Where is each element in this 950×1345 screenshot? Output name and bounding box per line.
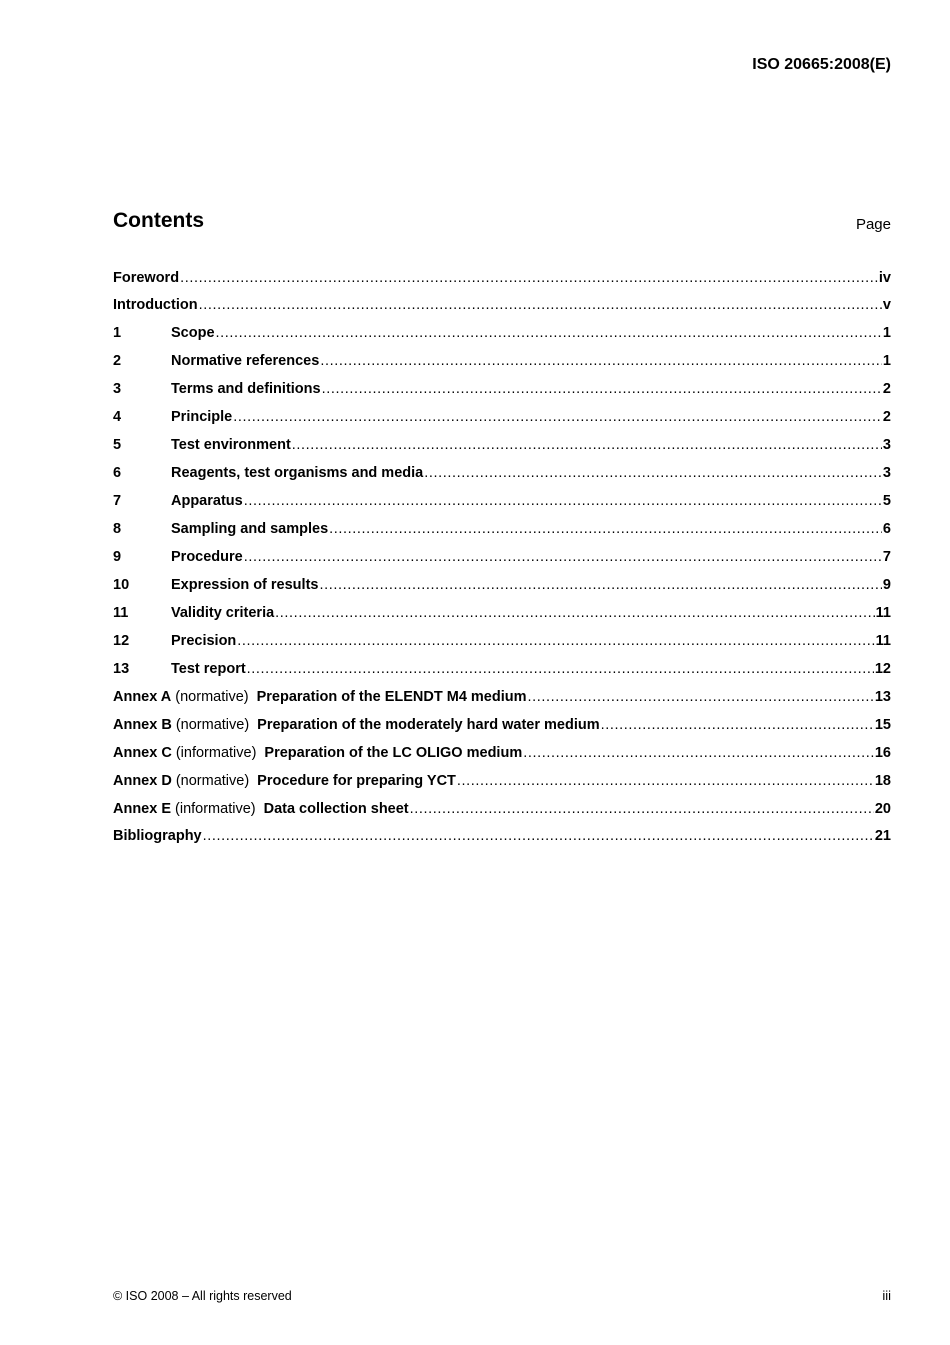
toc-leader-dots bbox=[424, 459, 882, 487]
footer-copyright: © ISO 2008 – All rights reserved bbox=[113, 1289, 292, 1303]
toc-entry-title: Bibliography bbox=[113, 828, 202, 844]
toc-entry-page: 16 bbox=[874, 745, 891, 761]
toc-leader-dots bbox=[528, 683, 874, 711]
toc-entry-page: v bbox=[882, 297, 891, 313]
toc-leader-dots bbox=[601, 711, 874, 739]
toc-entry-clause-10[interactable] bbox=[113, 571, 891, 599]
toc-entry-clause-2[interactable] bbox=[113, 347, 891, 375]
toc-entry-page: 21 bbox=[874, 828, 891, 844]
toc-entry-page: 3 bbox=[882, 437, 891, 453]
annex-label: Annex B bbox=[113, 717, 172, 733]
toc-entry-number: 2 bbox=[113, 353, 122, 369]
toc-entry-clause-12[interactable] bbox=[113, 627, 891, 655]
toc-entry-title: Introduction bbox=[113, 297, 198, 313]
toc-entry-clause-11[interactable] bbox=[113, 599, 891, 627]
toc-leader-dots bbox=[203, 823, 874, 850]
toc-leader-dots bbox=[244, 487, 882, 515]
toc-entry-title: Principle bbox=[171, 409, 233, 425]
annex-label: Annex C bbox=[113, 745, 172, 761]
toc-entry-clause-4[interactable] bbox=[113, 403, 891, 431]
toc-entry-title: Precision bbox=[171, 633, 237, 649]
toc-entry-annex-c[interactable] bbox=[113, 739, 891, 767]
toc-entry-page: 2 bbox=[882, 409, 891, 425]
toc-entry-title: Reagents, test organisms and media bbox=[171, 465, 424, 481]
toc-entry-title: Sampling and samples bbox=[171, 521, 329, 537]
annex-type: (informative) bbox=[175, 745, 257, 761]
toc-entry-title: Procedure for preparing YCT bbox=[257, 773, 456, 789]
toc-leader-dots bbox=[457, 767, 874, 795]
toc-leader-dots bbox=[199, 292, 882, 319]
toc-entry-page: 6 bbox=[882, 521, 891, 537]
toc-entry-number: 13 bbox=[113, 661, 130, 677]
toc-entry-number: 9 bbox=[113, 549, 122, 565]
toc-entry-clause-13[interactable] bbox=[113, 655, 891, 683]
toc-entry-number: 5 bbox=[113, 437, 122, 453]
toc-entry-number: 8 bbox=[113, 521, 122, 537]
toc-entry-number: 3 bbox=[113, 381, 122, 397]
annex-type: (normative) bbox=[175, 773, 250, 789]
toc-entry-title: Foreword bbox=[113, 270, 180, 286]
toc-entry-number: 6 bbox=[113, 465, 122, 481]
toc-leader-dots bbox=[247, 655, 874, 683]
toc-entry-page: 12 bbox=[874, 661, 891, 677]
footer-page-number: iii bbox=[882, 1288, 891, 1303]
toc-entry-page: 7 bbox=[882, 549, 891, 565]
toc-entry-title: Preparation of the LC OLIGO medium bbox=[264, 745, 523, 761]
toc-leader-dots bbox=[233, 403, 882, 431]
toc-entry-page: iv bbox=[878, 270, 891, 286]
toc-entry-title: Procedure bbox=[171, 549, 243, 565]
toc-entry-page: 1 bbox=[882, 353, 891, 369]
toc-entry-title: Test environment bbox=[171, 437, 291, 453]
toc-entry-number: 12 bbox=[113, 633, 130, 649]
toc-leader-dots bbox=[216, 319, 882, 347]
annex-type: (informative) bbox=[175, 801, 256, 817]
toc-leader-dots bbox=[237, 627, 874, 655]
toc-entry-annex-d[interactable] bbox=[113, 767, 891, 795]
toc-entry-annex-e[interactable] bbox=[113, 795, 891, 823]
toc-entry-clause-1[interactable] bbox=[113, 319, 891, 347]
toc-leader-dots bbox=[244, 543, 882, 571]
document-id: ISO 20665:2008(E) bbox=[752, 56, 891, 73]
annex-type: (normative) bbox=[175, 689, 249, 705]
toc-leader-dots bbox=[275, 599, 874, 627]
toc-entry-number: 10 bbox=[113, 577, 130, 593]
toc-entry-page: 11 bbox=[875, 633, 891, 649]
toc-entry-page: 13 bbox=[874, 689, 891, 705]
annex-label: Annex A bbox=[113, 689, 172, 705]
toc-entry-page: 11 bbox=[875, 605, 891, 621]
toc-entry-clause-8[interactable] bbox=[113, 515, 891, 543]
toc-entry-annex-b[interactable] bbox=[113, 711, 891, 739]
toc-entry-title: Scope bbox=[171, 325, 215, 341]
contents-heading: Contents bbox=[113, 209, 204, 232]
table-of-contents bbox=[113, 265, 891, 850]
toc-leader-dots bbox=[320, 347, 882, 375]
toc-leader-dots bbox=[292, 431, 882, 459]
toc-entry-clause-7[interactable] bbox=[113, 487, 891, 515]
toc-leader-dots bbox=[322, 375, 882, 403]
toc-entry-number: 11 bbox=[113, 605, 129, 621]
toc-entry-page: 1 bbox=[882, 325, 891, 341]
toc-entry-title: Data collection sheet bbox=[263, 801, 409, 817]
toc-entry-title: Apparatus bbox=[171, 493, 243, 509]
page-column-label: Page bbox=[855, 216, 891, 233]
annex-label: Annex E bbox=[113, 801, 172, 817]
toc-entry-title: Expression of results bbox=[171, 577, 319, 593]
toc-leader-dots bbox=[329, 515, 882, 543]
toc-entry-number: 7 bbox=[113, 493, 122, 509]
toc-entry-clause-5[interactable] bbox=[113, 431, 891, 459]
toc-entry-clause-3[interactable] bbox=[113, 375, 891, 403]
toc-leader-dots bbox=[523, 739, 874, 767]
toc-entry-title: Preparation of the ELENDT M4 medium bbox=[256, 689, 527, 705]
toc-entry-title: Test report bbox=[171, 661, 246, 677]
toc-entry-number: 1 bbox=[113, 325, 122, 341]
toc-leader-dots bbox=[410, 795, 874, 823]
toc-entry-title: Validity criteria bbox=[171, 605, 275, 621]
toc-entry-title: Terms and definitions bbox=[171, 381, 321, 397]
toc-leader-dots bbox=[319, 571, 881, 599]
toc-entry-number: 4 bbox=[113, 409, 122, 425]
toc-entry-title: Preparation of the moderately hard water medium bbox=[257, 717, 600, 733]
toc-entry-introduction[interactable] bbox=[113, 292, 891, 319]
toc-entry-title: Normative references bbox=[171, 353, 320, 369]
toc-entry-page: 18 bbox=[874, 773, 891, 789]
annex-label: Annex D bbox=[113, 773, 172, 789]
annex-type: (normative) bbox=[175, 717, 250, 733]
toc-entry-clause-9[interactable] bbox=[113, 543, 891, 571]
toc-entry-foreword[interactable] bbox=[113, 265, 891, 292]
toc-entry-page: 20 bbox=[874, 801, 891, 817]
toc-entry-page: 2 bbox=[882, 381, 891, 397]
toc-entry-bibliography[interactable] bbox=[113, 823, 891, 850]
toc-entry-annex-a[interactable] bbox=[113, 683, 891, 711]
toc-entry-page: 5 bbox=[882, 493, 891, 509]
toc-entry-page: 9 bbox=[882, 577, 891, 593]
toc-entry-page: 3 bbox=[882, 465, 891, 481]
toc-entry-page: 15 bbox=[874, 717, 891, 733]
toc-entry-clause-6[interactable] bbox=[113, 459, 891, 487]
toc-leader-dots bbox=[180, 265, 878, 292]
